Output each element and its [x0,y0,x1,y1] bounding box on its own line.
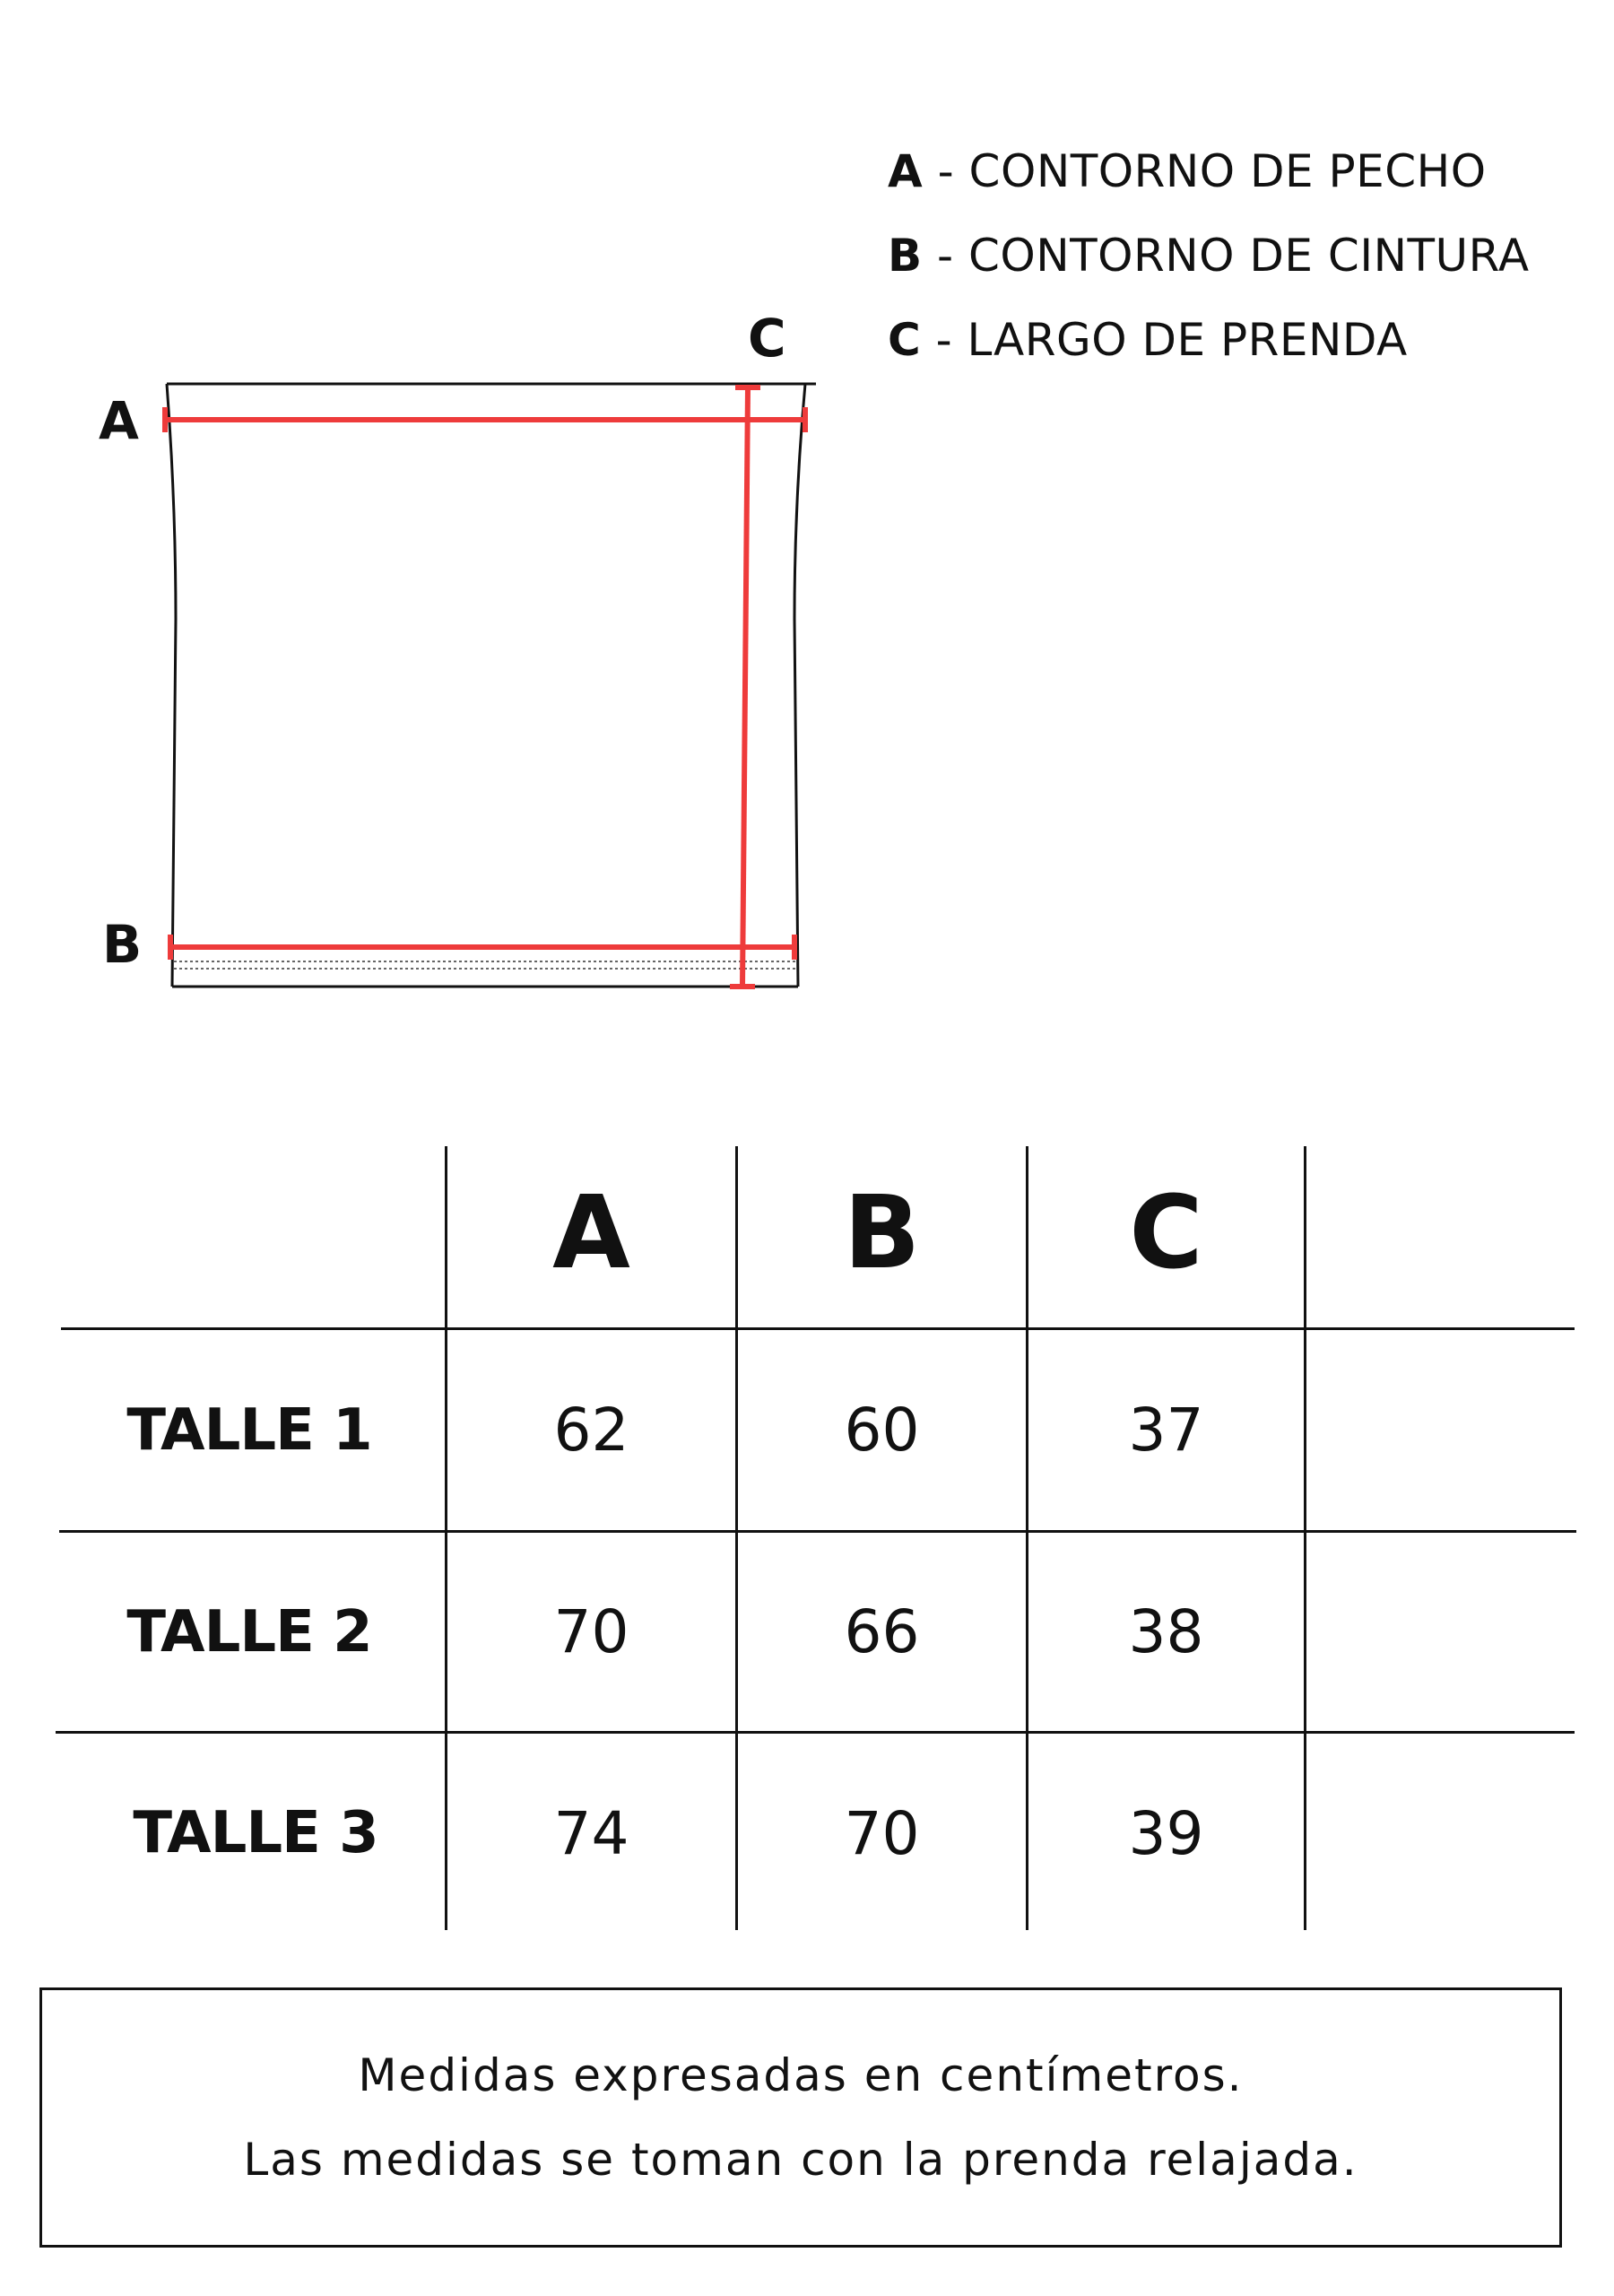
table-cell: 38 [1128,1597,1204,1666]
measurement-legend [888,145,1530,402]
note-line-units: Medidas expresadas en centímetros. [358,2049,1244,2101]
row-header-talle-3: TALLE 3 [133,1800,378,1866]
table-cell: 39 [1128,1798,1204,1868]
diagram-label-b: B [102,914,143,975]
measure-c-line [742,387,748,987]
legend-text: LARGO DE PRENDA [967,314,1408,366]
row-header-talle-1: TALLE 1 [126,1396,372,1464]
table-cell: 60 [844,1396,920,1465]
legend-key: A [888,145,924,197]
legend-key: C [888,314,922,366]
row-header-talle-2: TALLE 2 [126,1598,372,1665]
note-line-relaxed: Las medidas se toman con la prenda relajada. [243,2134,1358,2186]
legend-item-b [888,230,1530,282]
garment-outline [0,0,986,1040]
garment-diagram [0,0,986,1040]
legend-text: CONTORNO DE CINTURA [968,230,1530,282]
table-cell: 70 [553,1597,629,1666]
garment-right-side [794,384,805,987]
diagram-label-a: A [99,390,139,451]
column-header-a: A [552,1175,630,1292]
legend-separator: - [923,145,969,197]
table-vline-4 [1304,1146,1306,1930]
size-table [0,1139,1614,1946]
legend-key: B [888,230,923,282]
column-header-c: C [1129,1175,1203,1292]
garment-left-side [167,384,176,987]
measurement-note [39,1987,1562,2248]
legend-item-c [888,314,1530,366]
legend-separator: - [922,230,968,282]
legend-item-a [888,145,1530,197]
column-header-b: B [843,1175,921,1292]
table-cell: 37 [1128,1396,1204,1465]
table-cell: 66 [844,1597,920,1666]
legend-separator: - [921,314,968,366]
table-cell: 74 [553,1798,629,1868]
table-cell: 70 [844,1798,920,1868]
diagram-label-c: C [748,308,786,369]
table-cell: 62 [553,1396,629,1465]
legend-text: CONTORNO DE PECHO [968,145,1487,197]
